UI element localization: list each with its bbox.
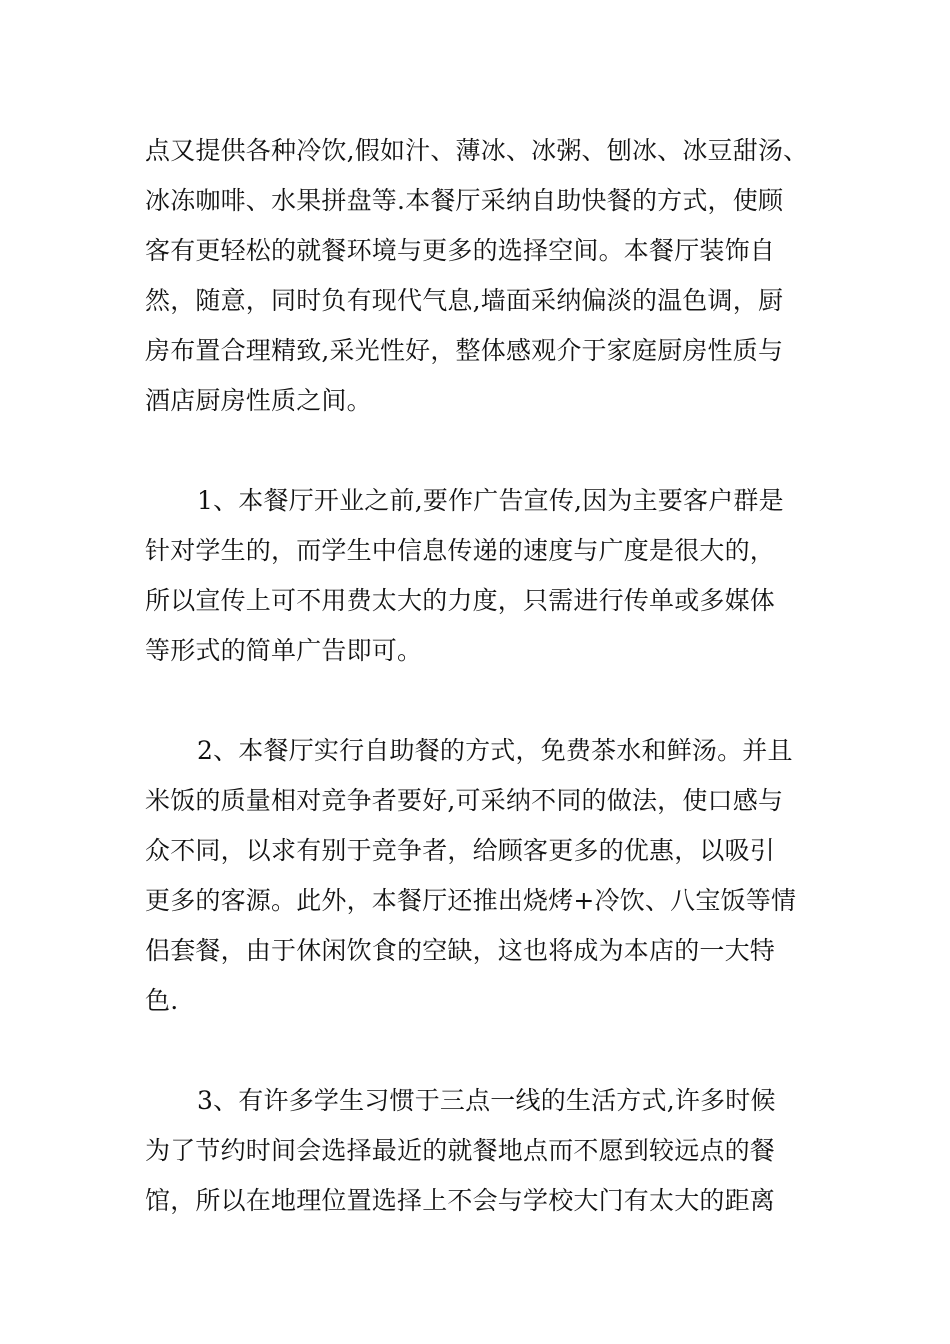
text-line: 酒店厨房性质之间。	[145, 386, 372, 415]
paragraph-point-3	[145, 1076, 810, 1226]
text-line: 1、本餐厅开业之前,要作广告宣传,因为主要客户群是	[197, 486, 784, 515]
text-line: 房布置合理精致,采光性好，整体感观介于家庭厨房性质与	[145, 336, 784, 365]
text-line: 为了节约时间会选择最近的就餐地点而不愿到较远点的餐	[145, 1136, 776, 1165]
text-line: 等形式的简单广告即可。	[145, 636, 423, 665]
text-line: 客有更轻松的就餐环境与更多的选择空间。本餐厅装饰自	[145, 236, 776, 265]
text-line: 米饭的质量相对竞争者要好,可采纳不同的做法，使口感与	[145, 786, 784, 815]
paragraph-point-2	[145, 726, 810, 1026]
text-line: 侣套餐，由于休闲饮食的空缺，这也将成为本店的一大特	[145, 936, 776, 965]
text-line: 所以宣传上可不用费太大的力度，只需进行传单或多媒体	[145, 586, 776, 615]
text-line: 冰冻咖啡、水果拼盘等.本餐厅采纳自助快餐的方式，使顾	[145, 186, 784, 215]
text-line: 针对学生的，而学生中信息传递的速度与广度是很大的，	[145, 536, 776, 565]
paragraph-restaurant-description	[145, 126, 810, 426]
text-line: 色.	[145, 986, 179, 1015]
text-line: 3、有许多学生习惯于三点一线的生活方式,许多时候	[197, 1086, 776, 1115]
text-line: 馆，所以在地理位置选择上不会与学校大门有太大的距离	[145, 1186, 776, 1215]
text-line: 更多的客源。此外，本餐厅还推出烧烤+冷饮、八宝饭等情	[145, 886, 797, 915]
text-line: 2、本餐厅实行自助餐的方式，免费茶水和鲜汤。并且	[197, 736, 793, 765]
text-line: 众不同，以求有别于竞争者，给顾客更多的优惠，以吸引	[145, 836, 776, 865]
text-line: 然，随意，同时负有现代气息,墙面采纳偏淡的温色调，厨	[145, 286, 784, 315]
paragraph-point-1	[145, 476, 810, 676]
text-line: 点又提供各种冷饮,假如汁、薄冰、冰粥、刨冰、冰豆甜汤、	[145, 136, 809, 165]
